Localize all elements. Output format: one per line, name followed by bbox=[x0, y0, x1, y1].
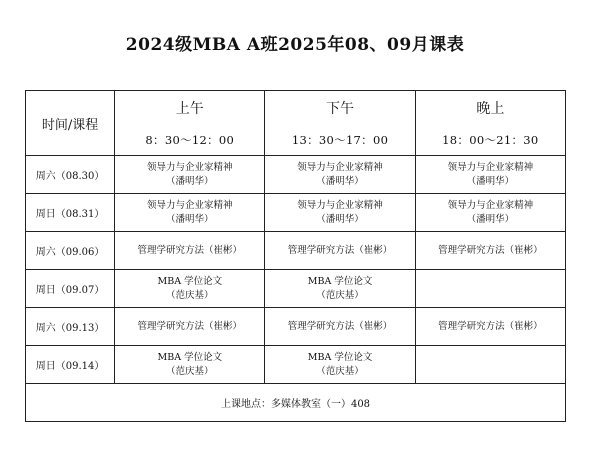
page-title: 2024级MBA A班2025年08、09月课表 bbox=[125, 35, 465, 55]
course-name: MBA 学位论文 bbox=[157, 351, 223, 363]
course-instructor: （潘明华） bbox=[466, 213, 515, 225]
location-note: 上课地点：多媒体教室（一）408 bbox=[26, 384, 566, 422]
course-instructor: （潘明华） bbox=[166, 175, 214, 187]
course-name: MBA 学位论文 bbox=[157, 275, 223, 287]
course-cell bbox=[115, 270, 265, 308]
course-cell bbox=[415, 232, 565, 270]
course-instructor: （潘明华） bbox=[316, 175, 364, 187]
course-name: MBA 学位论文 bbox=[307, 351, 373, 363]
header-row bbox=[26, 91, 566, 156]
course-cell bbox=[415, 194, 565, 232]
day-label: 周六（09.13） bbox=[26, 308, 115, 346]
table-row bbox=[26, 232, 566, 270]
header-slot-morning bbox=[115, 91, 265, 156]
slot-name: 晚上 bbox=[476, 101, 505, 117]
course-cell bbox=[115, 308, 265, 346]
table-row bbox=[26, 156, 566, 194]
course-instructor: （潘明华） bbox=[166, 213, 214, 225]
course-name: 领导力与企业家精神 bbox=[147, 161, 233, 173]
course-name: 领导力与企业家精神 bbox=[447, 161, 534, 173]
course-cell bbox=[415, 346, 565, 384]
day-label: 周日（09.14） bbox=[26, 346, 115, 384]
course-name: 领导力与企业家精神 bbox=[297, 199, 383, 211]
course-name: 管理学研究方法（崔彬） bbox=[287, 244, 393, 256]
day-label: 周日（09.07） bbox=[26, 270, 115, 308]
schedule-table bbox=[25, 90, 566, 422]
course-name: 领导力与企业家精神 bbox=[147, 199, 233, 211]
course-name: 管理学研究方法（崔彬） bbox=[137, 320, 243, 332]
course-cell bbox=[115, 232, 265, 270]
course-cell bbox=[265, 270, 415, 308]
course-cell bbox=[115, 346, 265, 384]
course-name: 管理学研究方法（崔彬） bbox=[438, 244, 543, 256]
table-row bbox=[26, 194, 566, 232]
course-cell bbox=[415, 270, 565, 308]
course-cell bbox=[265, 232, 415, 270]
course-instructor: （范庆基） bbox=[316, 365, 364, 377]
course-cell bbox=[265, 346, 415, 384]
course-name: 管理学研究方法（崔彬） bbox=[287, 320, 393, 332]
course-cell bbox=[415, 156, 565, 194]
course-instructor: （潘明华） bbox=[466, 175, 515, 187]
header-slot-evening bbox=[415, 91, 565, 156]
slot-time: 13：30～17：00 bbox=[291, 133, 389, 147]
header-slot-afternoon bbox=[265, 91, 415, 156]
course-name: 领导力与企业家精神 bbox=[447, 199, 534, 211]
course-cell bbox=[415, 308, 565, 346]
slot-name: 下午 bbox=[326, 101, 355, 117]
course-name: 管理学研究方法（崔彬） bbox=[137, 244, 243, 256]
slot-name: 上午 bbox=[175, 101, 204, 117]
course-cell bbox=[115, 194, 265, 232]
day-label: 周日（08.31） bbox=[26, 194, 115, 232]
course-cell bbox=[115, 156, 265, 194]
course-instructor: （潘明华） bbox=[316, 213, 364, 225]
course-name: 管理学研究方法（崔彬） bbox=[438, 320, 543, 332]
header-corner: 时间/课程 bbox=[26, 91, 115, 156]
course-instructor: （范庆基） bbox=[166, 365, 214, 377]
day-label: 周六（08.30） bbox=[26, 156, 115, 194]
course-cell bbox=[265, 194, 415, 232]
course-cell bbox=[265, 156, 415, 194]
course-instructor: （范庆基） bbox=[166, 289, 214, 301]
table-row bbox=[26, 346, 566, 384]
day-label: 周六（09.06） bbox=[26, 232, 115, 270]
course-instructor: （范庆基） bbox=[316, 289, 364, 301]
course-cell bbox=[265, 308, 415, 346]
course-name: MBA 学位论文 bbox=[307, 275, 373, 287]
table-row bbox=[26, 308, 566, 346]
table-row bbox=[26, 270, 566, 308]
slot-time: 18：00～21：30 bbox=[442, 133, 539, 147]
footer-row bbox=[26, 384, 566, 422]
slot-time: 8：30～12：00 bbox=[145, 133, 235, 147]
course-name: 领导力与企业家精神 bbox=[297, 161, 383, 173]
